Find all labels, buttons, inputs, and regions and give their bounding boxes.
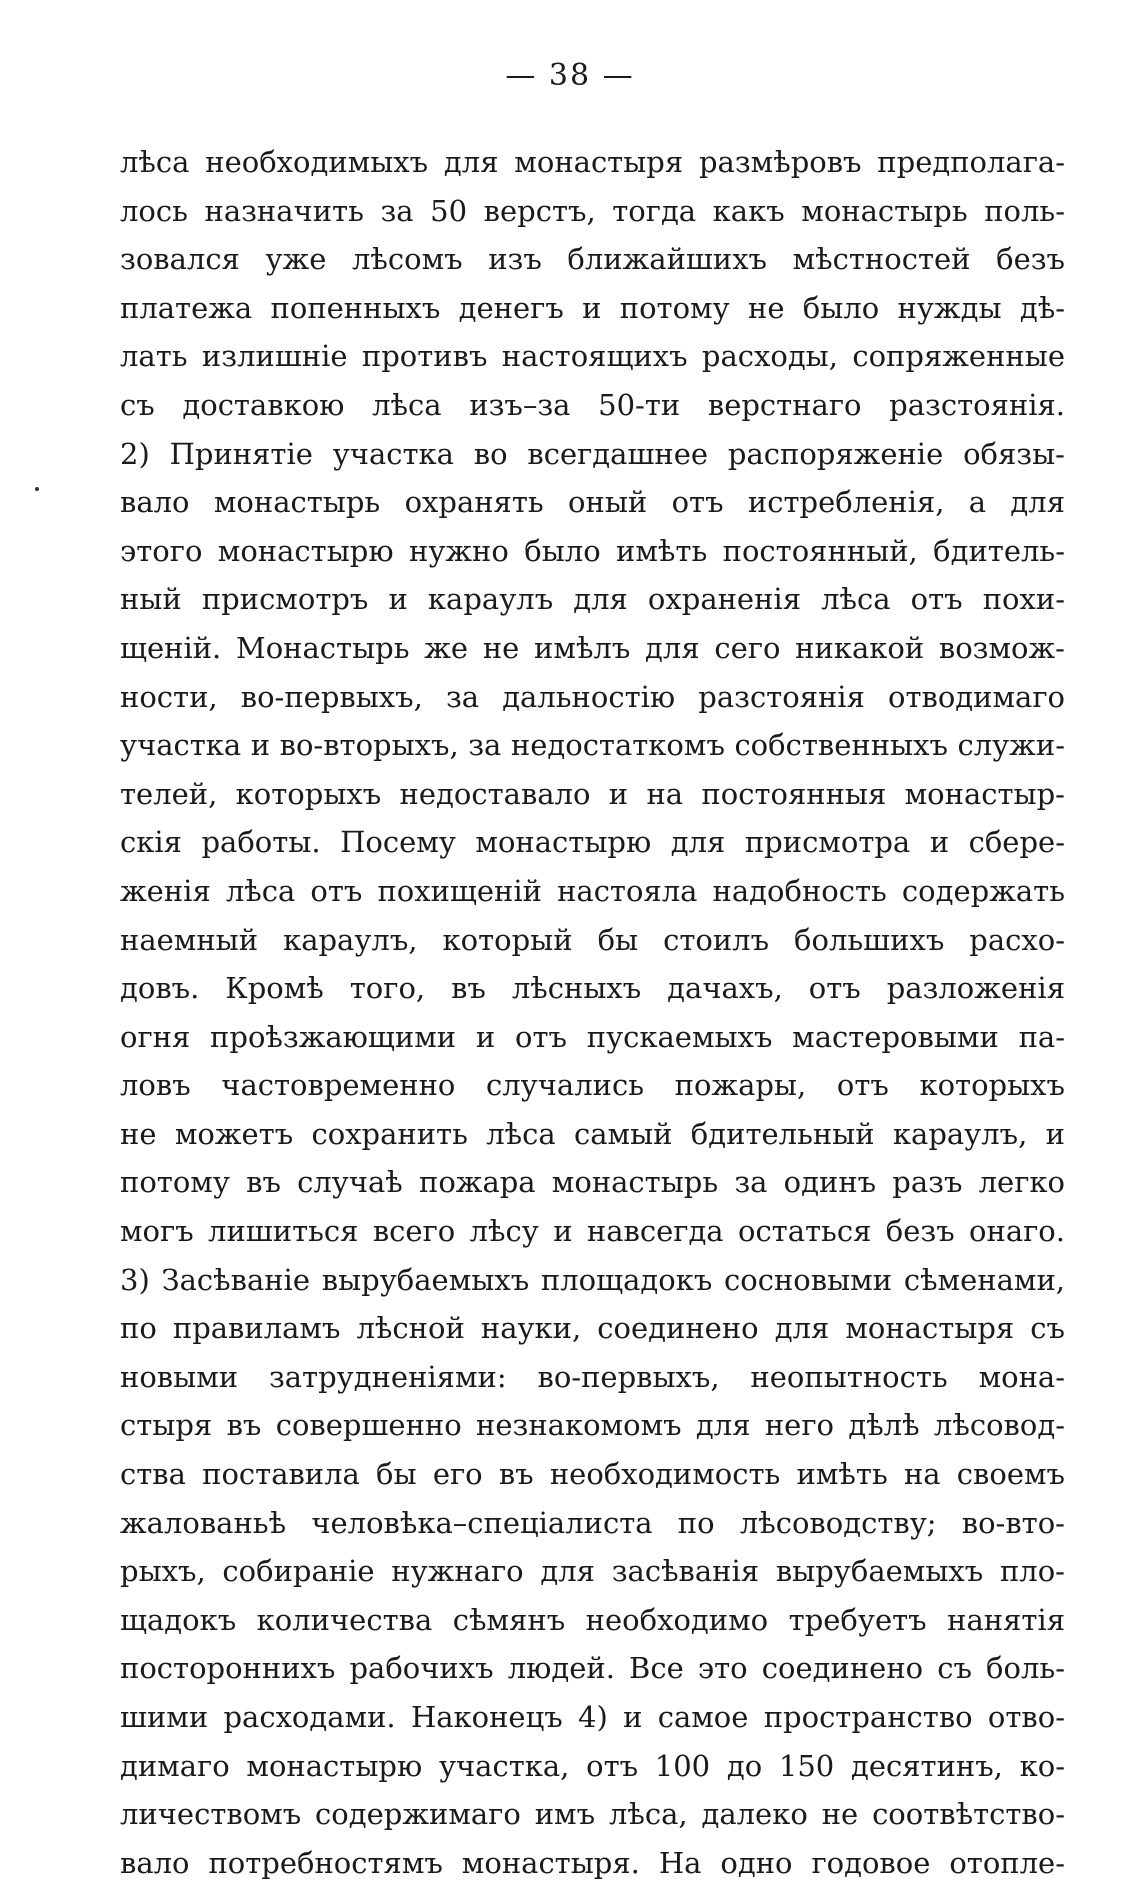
text-line: участка и во-вторыхъ, за недостаткомъ собственныхъ служи- xyxy=(120,728,1065,763)
text-line: лать излишніе противъ настоящихъ расходы, сопряженные xyxy=(120,339,1065,374)
text-line: постороннихъ рабочихъ людей. Все это соединено съ боль- xyxy=(120,1651,1065,1686)
text-line: 3) Засѣваніе вырубаемыхъ площадокъ сосновыми сѣменами, xyxy=(120,1262,1065,1297)
text-line: лѣса необходимыхъ для монастыря размѣровъ предполага- xyxy=(120,145,1065,179)
text-line: вало монастырь охранять оный отъ истребленія, а для xyxy=(120,485,1065,520)
text-line: личествомъ содержимаго имъ лѣса, далеко не соотвѣтство- xyxy=(120,1797,1065,1832)
text-line: рыхъ, собираніе нужнаго для засѣванія вырубаемыхъ пло- xyxy=(120,1554,1065,1589)
text-line: щеній. Монастырь же не имѣлъ для сего никакой возмож- xyxy=(120,630,1065,665)
text-line: димаго монастырю участка, отъ 100 до 150 десятинъ, ко- xyxy=(120,1748,1065,1783)
text-line: стыря въ совершенно незнакомомъ для него дѣлѣ лѣсовод- xyxy=(120,1408,1065,1443)
text-line: 2) Принятіе участка во всегдашнее распоряженіе обязы- xyxy=(120,436,1065,471)
text-line: этого монастырю нужно было имѣть постоянный, бдитель- xyxy=(120,533,1065,568)
text-line: могъ лишиться всего лѣсу и навсегда остаться безъ онаго. xyxy=(120,1214,1065,1249)
text-line: шими расходами. Наконецъ 4) и самое пространство отво- xyxy=(120,1700,1065,1734)
text-line: не можетъ сохранить лѣса самый бдительный караулъ, и xyxy=(120,1116,1065,1151)
text-line: по правиламъ лѣсной науки, соединено для монастыря съ xyxy=(120,1311,1065,1346)
text-line: съ доставкою лѣса изъ–за 50-ти верстнаго разстоянія. xyxy=(120,387,1065,422)
print-speck xyxy=(35,487,39,491)
text-line: телей, которыхъ недоставало и на постоянныя монастыр- xyxy=(120,776,1065,811)
text-line: довъ. Кромѣ того, въ лѣсныхъ дачахъ, отъ разложенія xyxy=(120,971,1065,1006)
body-text xyxy=(120,138,1065,1887)
text-line: ный присмотръ и караулъ для охраненія лѣса отъ похи- xyxy=(120,582,1065,617)
text-line: ности, во-первыхъ, за дальностію разстоянія отводимаго xyxy=(120,679,1065,714)
page-number: — 38 — xyxy=(505,58,635,93)
text-line: наемный караулъ, который бы стоилъ большихъ расхо- xyxy=(120,922,1065,957)
text-line: скія работы. Посему монастырю для присмотра и сбере- xyxy=(120,825,1065,860)
text-line: вало потребностямъ монастыря. На одно годовое отопле- xyxy=(120,1845,1065,1880)
text-line: лось назначить за 50 верстъ, тогда какъ монастырь поль- xyxy=(120,193,1065,228)
text-line: женія лѣса отъ похищеній настояла надобность содержать xyxy=(120,873,1065,908)
text-line: потому въ случаѣ пожара монастырь за одинъ разъ легко xyxy=(120,1165,1065,1200)
text-line: платежа попенныхъ денегъ и потому не было нужды дѣ- xyxy=(120,290,1065,325)
text-line: ства поставила бы его въ необходимость имѣть на своемъ xyxy=(120,1457,1065,1492)
text-line: огня проѣзжающими и отъ пускаемыхъ мастеровыми па- xyxy=(120,1019,1065,1054)
text-line: новыми затрудненіями: во-первыхъ, неопытность мона- xyxy=(120,1359,1065,1394)
text-line: ловъ частовременно случались пожары, отъ которыхъ xyxy=(120,1068,1065,1103)
text-line: жалованьѣ человѣка–спеціалиста по лѣсоводству; во-вто- xyxy=(120,1505,1065,1540)
text-line: зовался уже лѣсомъ изъ ближайшихъ мѣстностей безъ xyxy=(120,242,1065,277)
text-line: щадокъ количества сѣмянъ необходимо требуетъ нанятія xyxy=(120,1602,1065,1637)
